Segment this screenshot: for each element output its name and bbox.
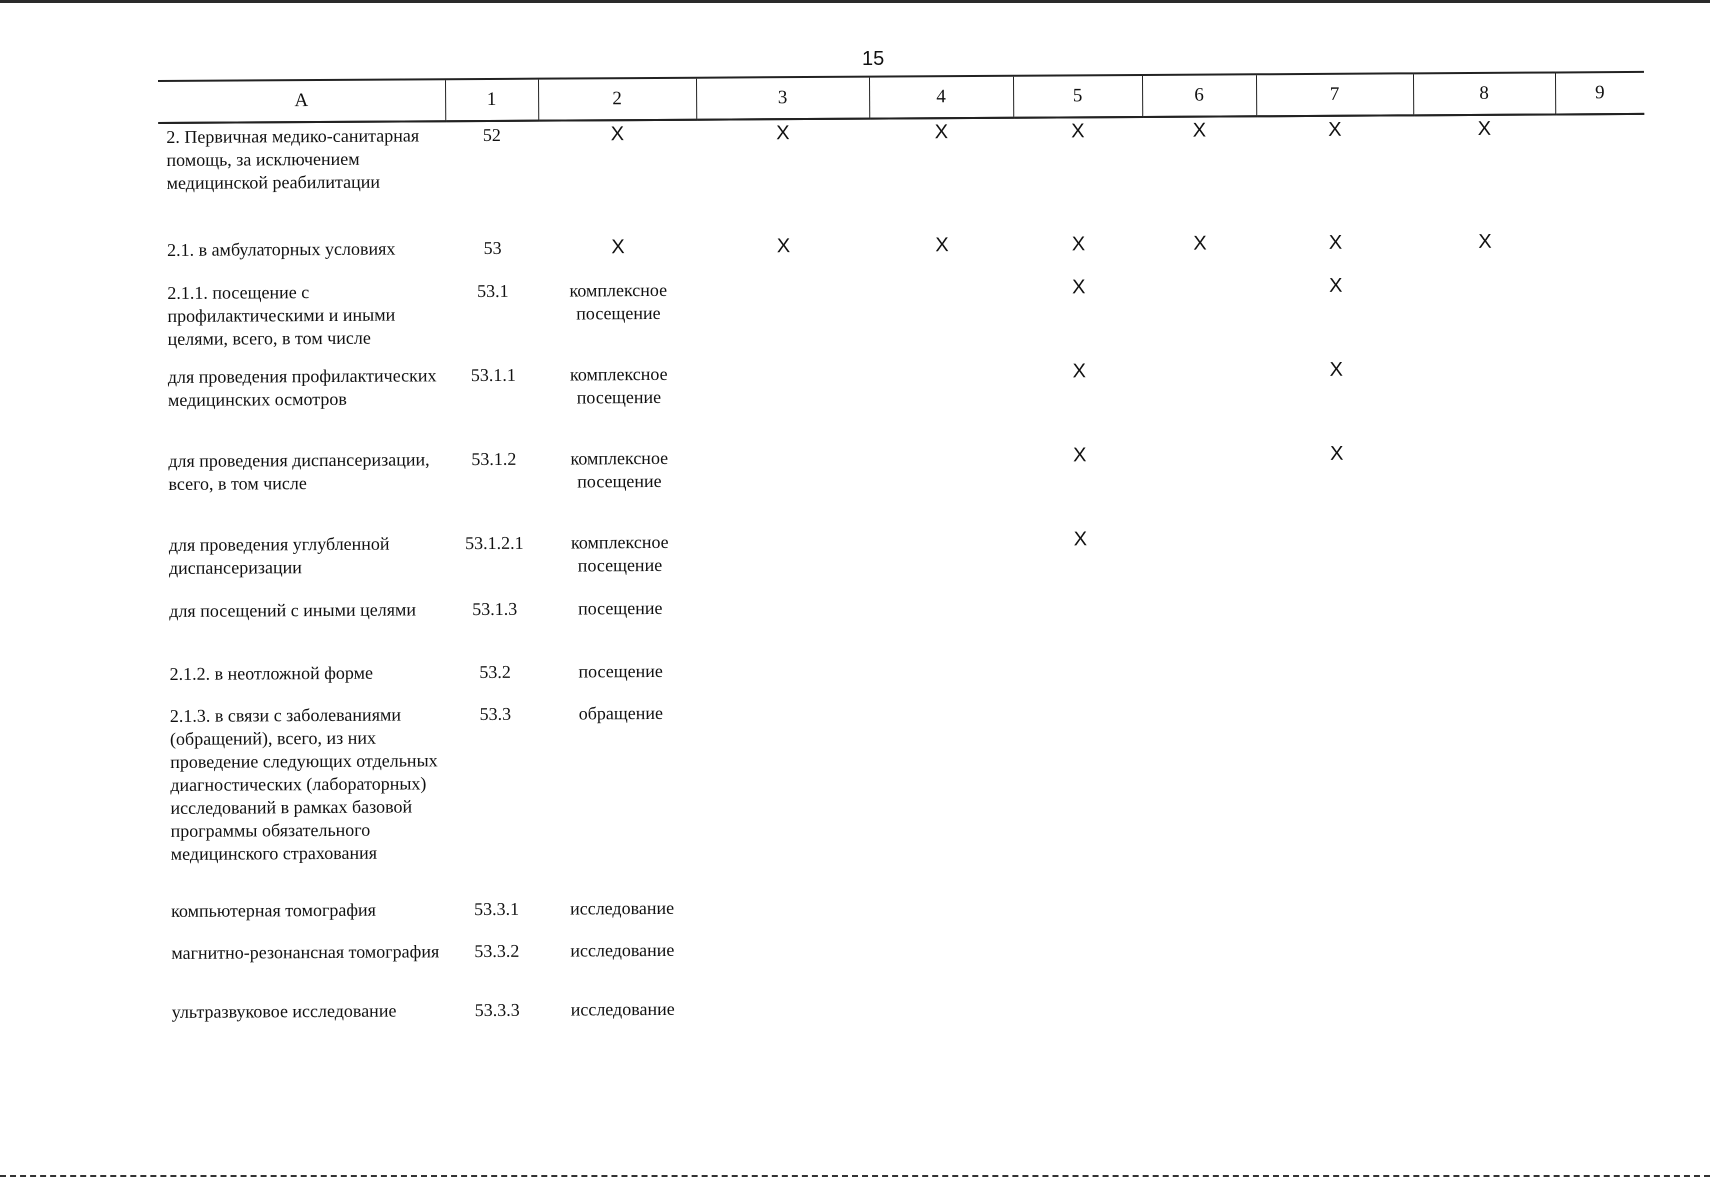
row-unit: комплексное посещение: [569, 363, 668, 408]
table-cell: [874, 893, 1018, 936]
row-label: 2.1. в амбулаторных условиях: [166, 238, 396, 260]
table-cell: [1560, 931, 1649, 991]
row-code: 53.1.3: [472, 598, 518, 620]
row-unit: исследование: [569, 897, 675, 919]
table-cell: X: [1073, 444, 1087, 467]
table-cell: [1259, 590, 1416, 654]
table-cell: [1147, 933, 1261, 993]
table-cell: [1260, 695, 1418, 891]
table-cell: [1561, 990, 1650, 1043]
table-cell: [875, 994, 1019, 1047]
table-cell: X: [776, 122, 790, 145]
column-header: А: [158, 79, 445, 123]
table-cell: [871, 443, 1016, 528]
table-cell: [1418, 889, 1560, 932]
table-cell: [1555, 114, 1645, 229]
table-cell: X: [1328, 118, 1342, 141]
table-cell: [1417, 652, 1559, 695]
table-cell: X: [1328, 231, 1343, 254]
table-cell: [1557, 439, 1647, 524]
table-cell: [701, 936, 874, 996]
column-header: 4: [869, 76, 1013, 119]
table-cell: [1018, 892, 1147, 935]
table-cell: [697, 276, 871, 361]
table-cell: [702, 995, 875, 1048]
table-cell: [870, 275, 1015, 360]
table-cell: [700, 699, 874, 895]
table-cell: [1556, 271, 1646, 356]
table-row: [159, 271, 1645, 364]
column-header: 3: [696, 77, 869, 120]
table-row: [160, 355, 1646, 448]
table-cell: [1016, 592, 1145, 656]
table-cell: [1419, 990, 1561, 1043]
row-unit: посещение: [577, 597, 663, 619]
table-container: [158, 71, 1650, 1051]
table-cell: [698, 444, 872, 529]
table-cell: [871, 359, 1016, 444]
table-cell: [1416, 523, 1558, 590]
table-cell: [1144, 441, 1259, 526]
row-code: 53.1.2.1: [465, 532, 524, 554]
table-cell: [1560, 889, 1649, 932]
table-cell: [1261, 932, 1418, 992]
table-row: [163, 931, 1649, 999]
table-body: [158, 114, 1650, 1051]
table-cell: [1416, 589, 1558, 653]
row-code: 53.2: [479, 661, 511, 683]
table-row: [161, 589, 1647, 661]
row-label: компьютерная томография: [171, 899, 376, 921]
table-cell: [698, 360, 872, 445]
table-cell: [1557, 355, 1647, 440]
row-code: 52: [482, 124, 501, 146]
row-unit: исследование: [570, 939, 675, 961]
row-unit: посещение: [578, 660, 663, 682]
row-code: 53.1: [476, 280, 509, 302]
table-cell: X: [1329, 358, 1344, 381]
row-unit: исследование: [570, 998, 675, 1020]
table-cell: X: [934, 121, 949, 144]
row-label: для посещений с иными целями: [169, 599, 417, 621]
table-cell: [872, 527, 1016, 594]
row-code: 53.1.2: [471, 448, 517, 470]
table-cell: [872, 593, 1016, 657]
table-cell: [699, 528, 872, 595]
table-cell: X: [1071, 120, 1085, 143]
table-cell: [1018, 934, 1147, 994]
data-table: [158, 71, 1650, 1051]
table-cell: [1558, 589, 1647, 653]
table-cell: X: [1193, 232, 1207, 255]
table-cell: X: [1478, 230, 1492, 253]
table-cell: [873, 656, 1017, 699]
table-cell: X: [1073, 528, 1088, 551]
table-cell: X: [1329, 274, 1343, 297]
row-unit: X: [610, 123, 625, 146]
table-row: [160, 439, 1646, 532]
row-label: для проведения диспансеризации, всего, в том числе: [168, 449, 430, 494]
table-cell: X: [1477, 117, 1492, 140]
table-cell: [1559, 694, 1649, 890]
table-cell: [701, 894, 874, 937]
table-cell: [1148, 992, 1262, 1045]
row-label: 2.1.3. в связи с заболеваниями (обращений), всего, из них проведение следующих отдельных диагностических (лабораторных) исследований в рамках базовой программы обязательного медицинского страхования: [169, 704, 438, 864]
column-header: 2: [538, 78, 696, 121]
row-code: 53.3: [479, 703, 512, 725]
page-number: 15: [862, 48, 885, 70]
table-cell: [1145, 591, 1259, 655]
table-row: [158, 114, 1645, 237]
table-cell: [1144, 357, 1259, 442]
table-cell: [1017, 655, 1146, 698]
table-cell: X: [1192, 119, 1207, 142]
column-header: 8: [1413, 72, 1555, 115]
table-cell: [1260, 653, 1417, 696]
row-code: 53.3.1: [474, 898, 520, 920]
table-cell: X: [776, 235, 791, 258]
table-cell: [1146, 696, 1261, 892]
row-unit: комплексное посещение: [569, 279, 668, 324]
row-unit: X: [611, 236, 625, 259]
row-unit: комплексное посещение: [570, 447, 669, 492]
table-cell: [700, 657, 873, 700]
row-code: 53.3.2: [474, 940, 520, 962]
row-code: 53: [483, 237, 502, 259]
table-cell: [1017, 697, 1147, 893]
table-row: [164, 990, 1650, 1051]
row-label: 2.1.1. посещение с профилактическими и иными целями, всего, в том числе: [167, 282, 396, 349]
row-label: 2. Первичная медико-санитарная помощь, за исключением медицинской реабилитации: [166, 125, 420, 193]
column-header: 6: [1142, 74, 1256, 117]
table-cell: [1556, 228, 1645, 272]
table-row: [162, 694, 1649, 898]
table-cell: [1415, 439, 1558, 524]
table-cell: [1145, 525, 1259, 592]
column-header: 9: [1555, 72, 1644, 115]
table-cell: [1019, 993, 1148, 1046]
table-cell: [1147, 891, 1261, 934]
table-cell: [873, 698, 1018, 894]
table-cell: X: [1330, 442, 1344, 465]
row-code: 53.1.1: [470, 364, 516, 386]
column-header: 5: [1013, 75, 1142, 118]
table-cell: [1417, 694, 1560, 890]
table-cell: [1259, 524, 1416, 591]
row-label: для проведения углубленной диспансеризации: [168, 533, 390, 578]
table-row: [161, 523, 1647, 598]
table-cell: [1418, 931, 1560, 991]
table-cell: [1262, 991, 1419, 1044]
scan-top-edge: [0, 0, 1710, 3]
table-cell: X: [1071, 233, 1086, 256]
table-cell: [1414, 271, 1557, 356]
column-header: 1: [445, 79, 538, 122]
table-cell: [874, 935, 1018, 995]
row-label: 2.1.2. в неотложной форме: [169, 662, 373, 684]
table-cell: [1415, 355, 1558, 440]
row-code: 53.3.3: [474, 999, 520, 1021]
row-unit: комплексное посещение: [570, 531, 669, 576]
row-label: ультразвуковое исследование: [171, 1000, 397, 1022]
row-label: для проведения профилактических медицинских осмотров: [167, 365, 437, 410]
table-cell: [1146, 654, 1260, 697]
table-cell: [1143, 273, 1258, 358]
scan-bottom-edge: [0, 1175, 1710, 1177]
table-cell: [1261, 890, 1418, 933]
row-label: магнитно-резонансная томография: [171, 941, 440, 963]
table-cell: X: [935, 234, 949, 257]
row-unit: обращение: [578, 702, 664, 724]
table-cell: X: [1072, 276, 1086, 299]
table-cell: [1558, 523, 1647, 590]
table-cell: [699, 594, 872, 658]
table-cell: [1559, 652, 1648, 695]
table-cell: X: [1072, 360, 1087, 383]
column-header: 7: [1256, 73, 1413, 116]
